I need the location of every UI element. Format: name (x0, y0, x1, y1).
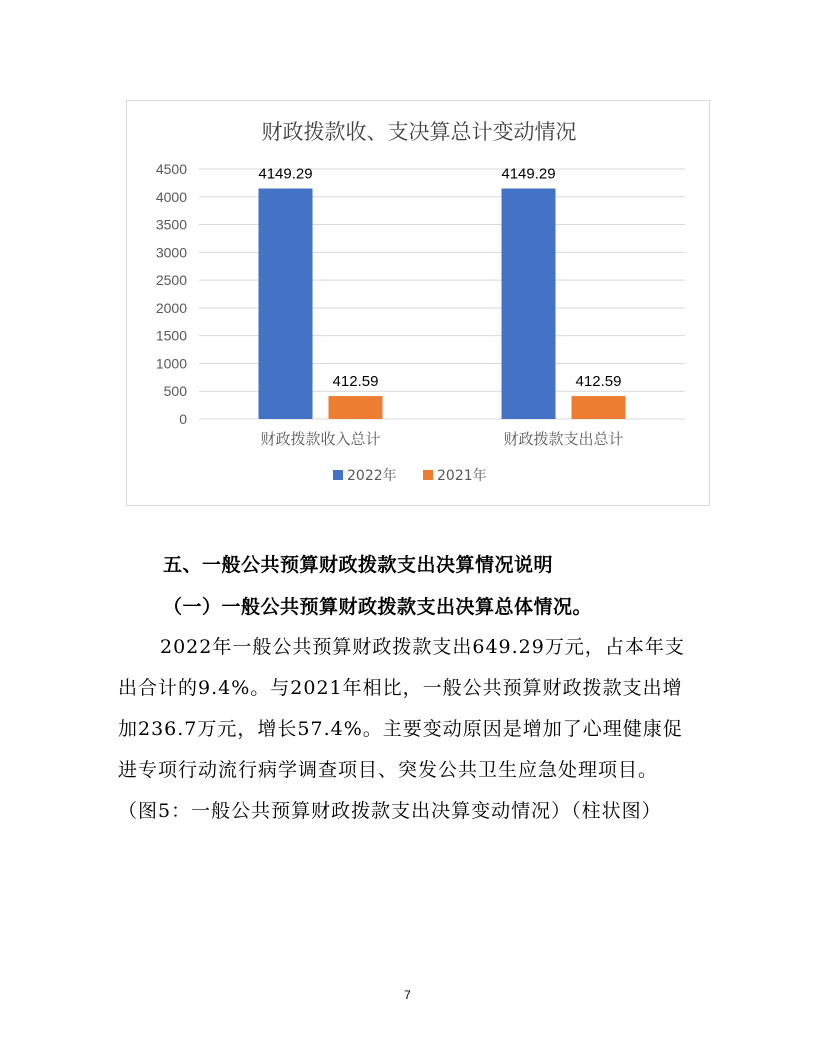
legend-label: 2021年 (437, 468, 487, 484)
bar-data-label: 4149.29 (258, 165, 313, 183)
legend-label: 2022年 (347, 468, 397, 484)
paragraph-line: 2022年一般公共预算财政拨款支出649.29万元，占本年支 (160, 636, 685, 658)
y-tick-label: 1000 (155, 355, 187, 372)
subsection-heading: （一）一般公共预算财政拨款支出决算总体情况。 (163, 596, 593, 618)
section-heading: 五、一般公共预算财政拨款支出决算情况说明 (163, 554, 554, 576)
page-number: 7 (404, 988, 411, 1002)
bar (329, 396, 383, 419)
bar (572, 396, 626, 419)
x-category-label: 财政拨款收入总计 (260, 430, 381, 448)
bar (502, 188, 556, 419)
chart-frame (126, 100, 710, 506)
y-tick-label: 4000 (155, 188, 187, 205)
legend-swatch (333, 470, 343, 480)
paragraph-line: 进专项行动流行病学调查项目、突发公共卫生应急处理项目。 (118, 759, 659, 781)
y-tick-label: 500 (163, 383, 187, 400)
paragraph-line: 加236.7万元，增长57.4%。主要变动原因是增加了心理健康促 (118, 718, 683, 740)
bar-data-label: 412.59 (332, 373, 379, 391)
y-tick-label: 0 (179, 411, 187, 427)
bar-data-label: 4149.29 (501, 165, 556, 183)
y-tick-label: 1500 (155, 327, 187, 344)
y-tick-label: 4500 (155, 161, 187, 177)
chart-title: 财政拨款收、支决算总计变动情况 (261, 120, 577, 144)
bar-data-label: 412.59 (575, 373, 622, 391)
paragraph-line: 出合计的9.4%。与2021年相比，一般公共预算财政拨款支出增 (118, 677, 683, 699)
bar-chart (127, 101, 711, 507)
bar (259, 188, 313, 419)
y-tick-label: 2500 (155, 272, 187, 289)
y-tick-label: 2000 (155, 299, 187, 316)
y-tick-label: 3500 (155, 216, 187, 233)
y-tick-label: 3000 (155, 244, 187, 261)
legend-swatch (423, 470, 433, 480)
x-category-label: 财政拨款支出总计 (503, 430, 624, 448)
figure-caption: （图5：一般公共预算财政拨款支出决算变动情况）（柱状图） (118, 800, 662, 822)
